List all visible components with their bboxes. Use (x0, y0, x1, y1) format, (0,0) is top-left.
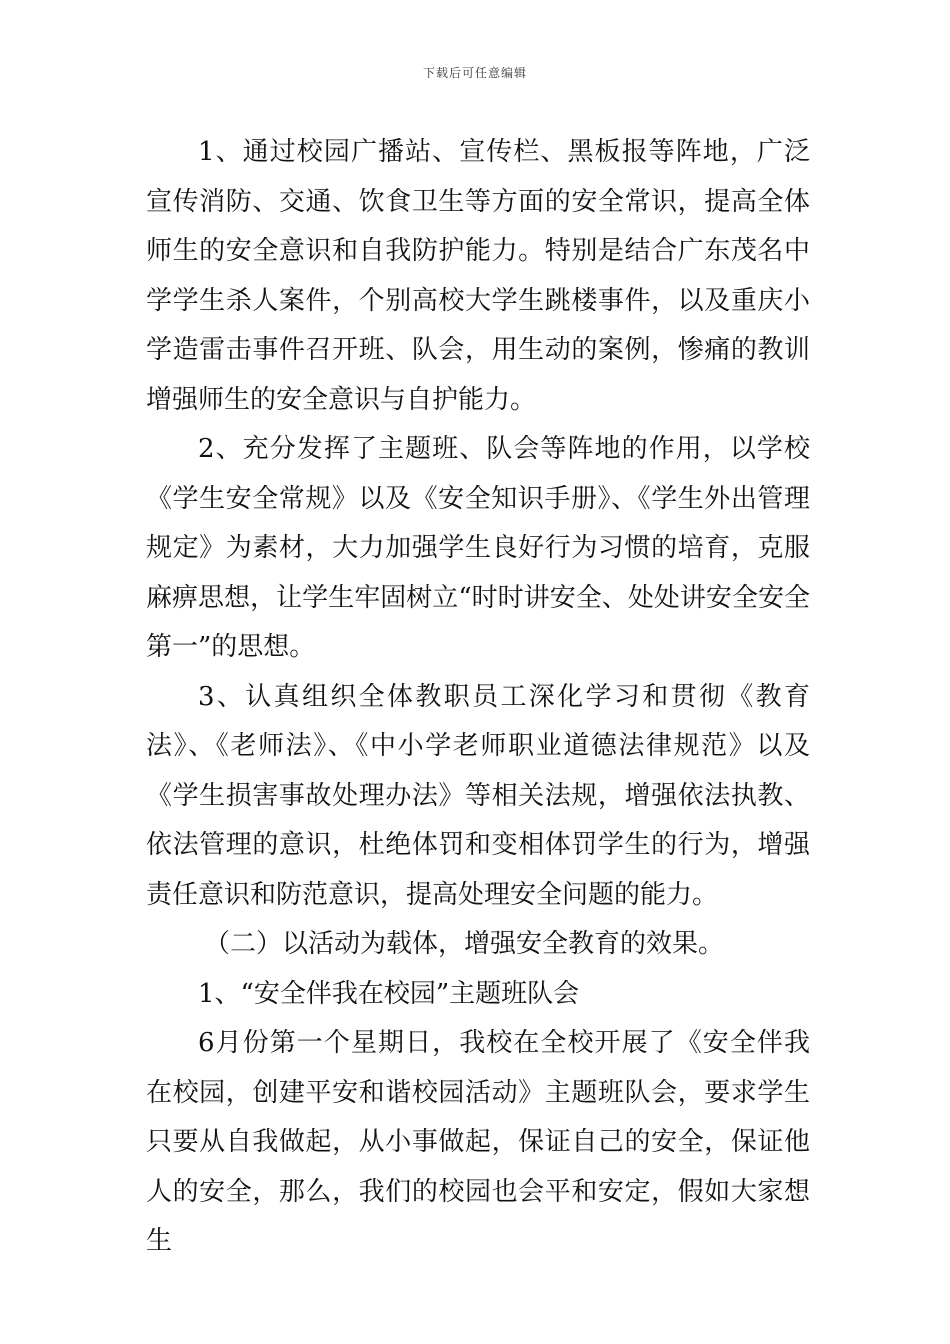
paragraph-3: 3、认真组织全体教职员工深化学习和贯彻《教育法》、《老师法》、《中小学老师职业道德法律规范》以及《学生损害事故处理办法》等相关法规，增强依法执教、依法管理的意识，杜绝体罚和变相体罚学生的行为，增强责任意识和防范意识，提高处理安全问题的能力。 (146, 681, 810, 910)
section-heading: （二）以活动为载体，增强安全教育的效果。 (204, 929, 725, 959)
paragraph-1: 1、通过校园广播站、宣传栏、黑板报等阵地，广泛宣传消防、交通、饮食卫生等方面的安全常识，提高全体师生的安全意识和自我防护能力。特别是结合广东茂名中学学生杀人案件，个别高校大学生跳楼事件，以及重庆小学造雷击事件召开班、队会，用生动的案例，惨痛的教训增强师生的安全意识与自护能力。 (146, 137, 810, 415)
document-body (146, 128, 810, 1267)
paragraph-6: 6月份第一个星期日，我校在全校开展了《安全伴我在校园，创建平安和谐校园活动》主题班队会，要求学生只要从自我做起，从小事做起，保证自己的安全，保证他人的安全，那么，我们的校园也会平和安定，假如大家想生 (146, 1028, 810, 1256)
page-header-note: 下载后可任意编辑 (422, 66, 527, 80)
paragraph-2: 2、充分发挥了主题班、队会等阵地的作用，以学校《学生安全常规》以及《安全知识手册》、《学生外出管理规定》为素材，大力加强学生良好行为习惯的培育，克服麻痹思想，让学生牢固树立“时时讲安全、处处讲安全安全第一”的思想。 (146, 434, 810, 662)
subsection-title: 1、“安全伴我在校园”主题班队会 (198, 978, 580, 1009)
